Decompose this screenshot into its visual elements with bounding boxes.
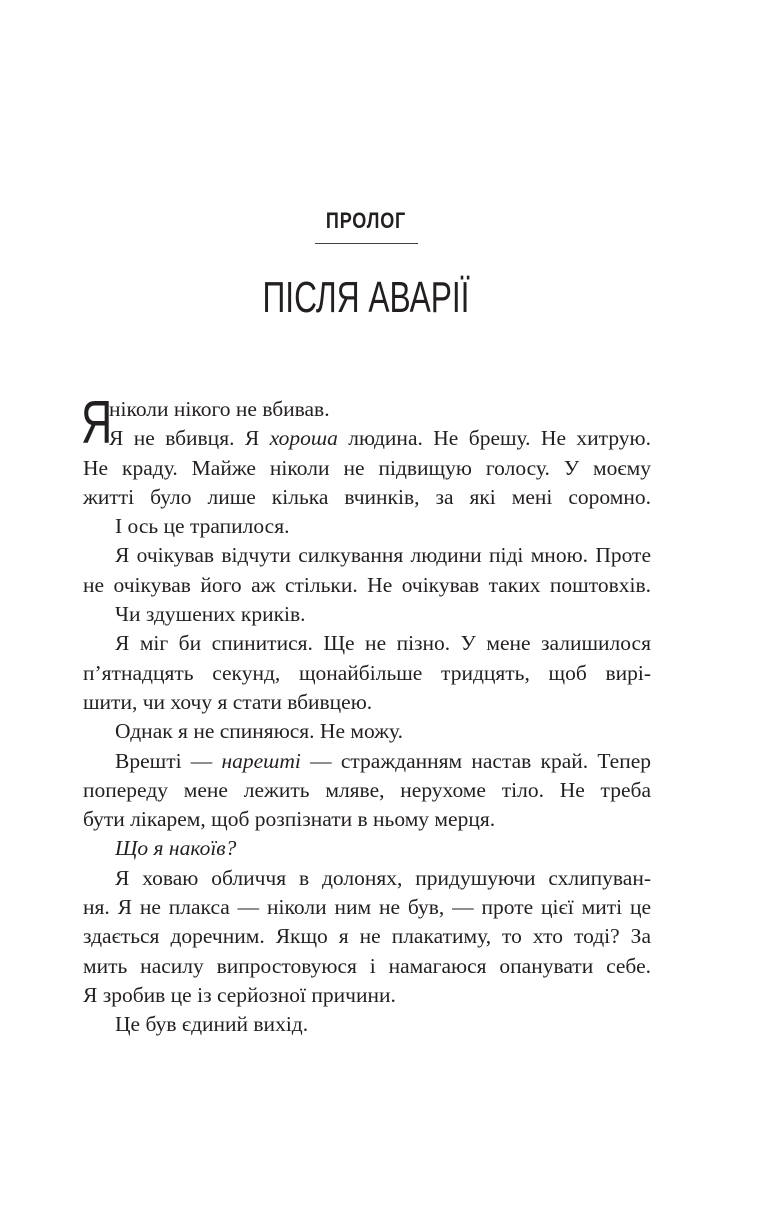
opening-paragraph: [81, 389, 651, 456]
text-line: житті було лише кілька вчинків, за які мені соромно.: [83, 484, 651, 509]
text-span: — стражданням настав край. Тепер: [300, 748, 651, 773]
body-text: [81, 389, 651, 1040]
text-line: [83, 747, 651, 776]
text-line: бути лікарем, щоб розпізнати в ньому мерця.: [83, 807, 496, 832]
text-line: не очікував його аж стільки. Не очікував таких поштовхів.: [83, 572, 651, 597]
emphasis: Що я накоїв?: [115, 836, 237, 861]
text-line: Це був єдиний вихід.: [115, 1012, 309, 1037]
text-line: Я ховаю обличчя в долонях, придушуючи схлипуван-: [115, 865, 651, 890]
chapter-title: ПІСЛЯ АВАРІЇ: [262, 273, 470, 322]
text-line: шити, чи хочу я стати вбивцею.: [83, 689, 373, 714]
text-line: [109, 424, 651, 453]
text-line: І ось це трапилося.: [115, 514, 290, 539]
text-line: здається доречним. Якщо я не плакатиму, то хто тоді? За: [83, 924, 651, 949]
text-span: Врешті —: [115, 748, 222, 773]
emphasis: хороша: [269, 426, 338, 451]
text-line: Однак я не спиняюся. Не можу.: [115, 719, 404, 744]
chapter-label: ПРОЛОГ: [325, 208, 407, 233]
text-line: Я зробив це із серйозної причини.: [83, 982, 396, 1007]
text-line: Чи здушених криків.: [115, 602, 306, 627]
text-line: п’ятнадцять секунд, щонайбільше тридцять, щоб вирі-: [83, 660, 651, 685]
emphasis: нарешті: [221, 748, 301, 773]
text-span: людина. Не брешу. Не хитрую.: [337, 426, 651, 451]
text-line: мить насилу випростовуюся і намагаюся опанувати себе.: [83, 953, 651, 978]
chapter-divider: [315, 243, 418, 244]
text-line: Я міг би спинитися. Ще не пізно. У мене залишилося: [115, 631, 651, 656]
text-line: ніколи нікого не вбивав.: [109, 397, 330, 421]
text-line: Я очікував відчути силкування людини піді мною. Проте: [115, 543, 651, 568]
text-line: [83, 834, 651, 863]
text-span: Я не вбивця. Я: [109, 426, 270, 451]
drop-cap: Я: [81, 389, 113, 456]
text-line: ня. Я не плакса — ніколи ним не був, — проте цієї миті це: [83, 895, 651, 920]
text-line: попереду мене лежить мляве, нерухоме тіло. Не треба: [83, 777, 651, 802]
text-line: Не краду. Майже ніколи не підвищую голосу. У моєму: [83, 455, 651, 480]
